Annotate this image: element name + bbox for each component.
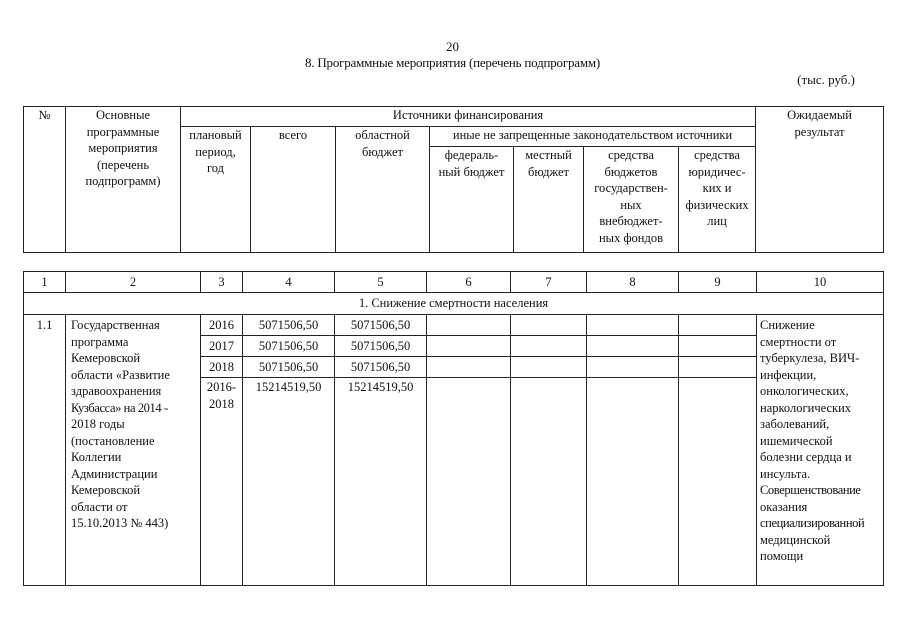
regional-cell: 5071506,50 [335,357,427,378]
header-legal: средства юридичес- ких и физических лиц [679,147,756,253]
header-measures: Основные программные мероприятия (перечень подпрограмм) [66,107,181,253]
local-cell [511,315,587,336]
year-cell: 2016-2018 [201,378,243,586]
year-cell: 2018 [201,357,243,378]
federal-cell [427,315,511,336]
header-num: № [24,107,66,253]
header-period: плановый период, год [181,127,251,253]
section-title: 1. Снижение смертности населения [24,293,884,315]
col-number-5: 5 [335,272,427,293]
legal-cell [679,357,757,378]
header-sources: Источники финансирования [181,107,756,127]
local-cell [511,378,587,586]
col-number-2: 2 [66,272,201,293]
header-regional: областной бюджет [336,127,430,253]
expected-result: Снижение смертности от туберкулеза, ВИЧ- инфекции, онкологических, наркологических заболеваний, ишемической болезни сердца и инсульта. Совершенствование оказания специализированной медицинской помощи [757,315,884,586]
year-cell: 2017 [201,336,243,357]
federal-cell [427,336,511,357]
total-cell: 5071506,50 [243,315,335,336]
header-table [23,106,884,253]
header-local: местный бюджет [514,147,584,253]
units-label: (тыс. руб.) [797,72,855,87]
regional-cell: 5071506,50 [335,315,427,336]
col-number-6: 6 [427,272,511,293]
header-federal: федераль- ный бюджет [430,147,514,253]
legal-cell [679,378,757,586]
federal-cell [427,357,511,378]
legal-cell [679,336,757,357]
header-other: иные не запрещенные законодательством источники [430,127,756,147]
total-cell: 5071506,50 [243,357,335,378]
regional-cell: 15214519,50 [335,378,427,586]
federal-cell [427,378,511,586]
regional-cell: 5071506,50 [335,336,427,357]
local-cell [511,336,587,357]
col-number-9: 9 [679,272,757,293]
col-number-1: 1 [24,272,66,293]
local-cell [511,357,587,378]
program-description: Государственная программа Кемеровской области «Развитие здравоохранения Кузбасса» на 2014 - 2018 годы (постановление Коллегии Администрации Кемеровской области от 15.10.2013 № 443) [66,315,201,586]
col-number-8: 8 [587,272,679,293]
year-cell: 2016 [201,315,243,336]
offbudget-cell [587,357,679,378]
total-cell: 5071506,50 [243,336,335,357]
offbudget-cell [587,315,679,336]
offbudget-cell [587,378,679,586]
col-number-7: 7 [511,272,587,293]
col-number-3: 3 [201,272,243,293]
header-total: всего [251,127,336,253]
page-title: 8. Программные мероприятия (перечень подпрограмм) [304,55,601,70]
offbudget-cell [587,336,679,357]
legal-cell [679,315,757,336]
total-cell: 15214519,50 [243,378,335,586]
body-table [23,271,884,586]
header-offbudget: средства бюджетов государствен- ных внебюджет- ных фондов [584,147,679,253]
col-number-10: 10 [757,272,884,293]
col-number-4: 4 [243,272,335,293]
row-number: 1.1 [24,315,66,586]
header-result: Ожидаемый результат [756,107,884,253]
page-number: 20 [446,39,459,54]
